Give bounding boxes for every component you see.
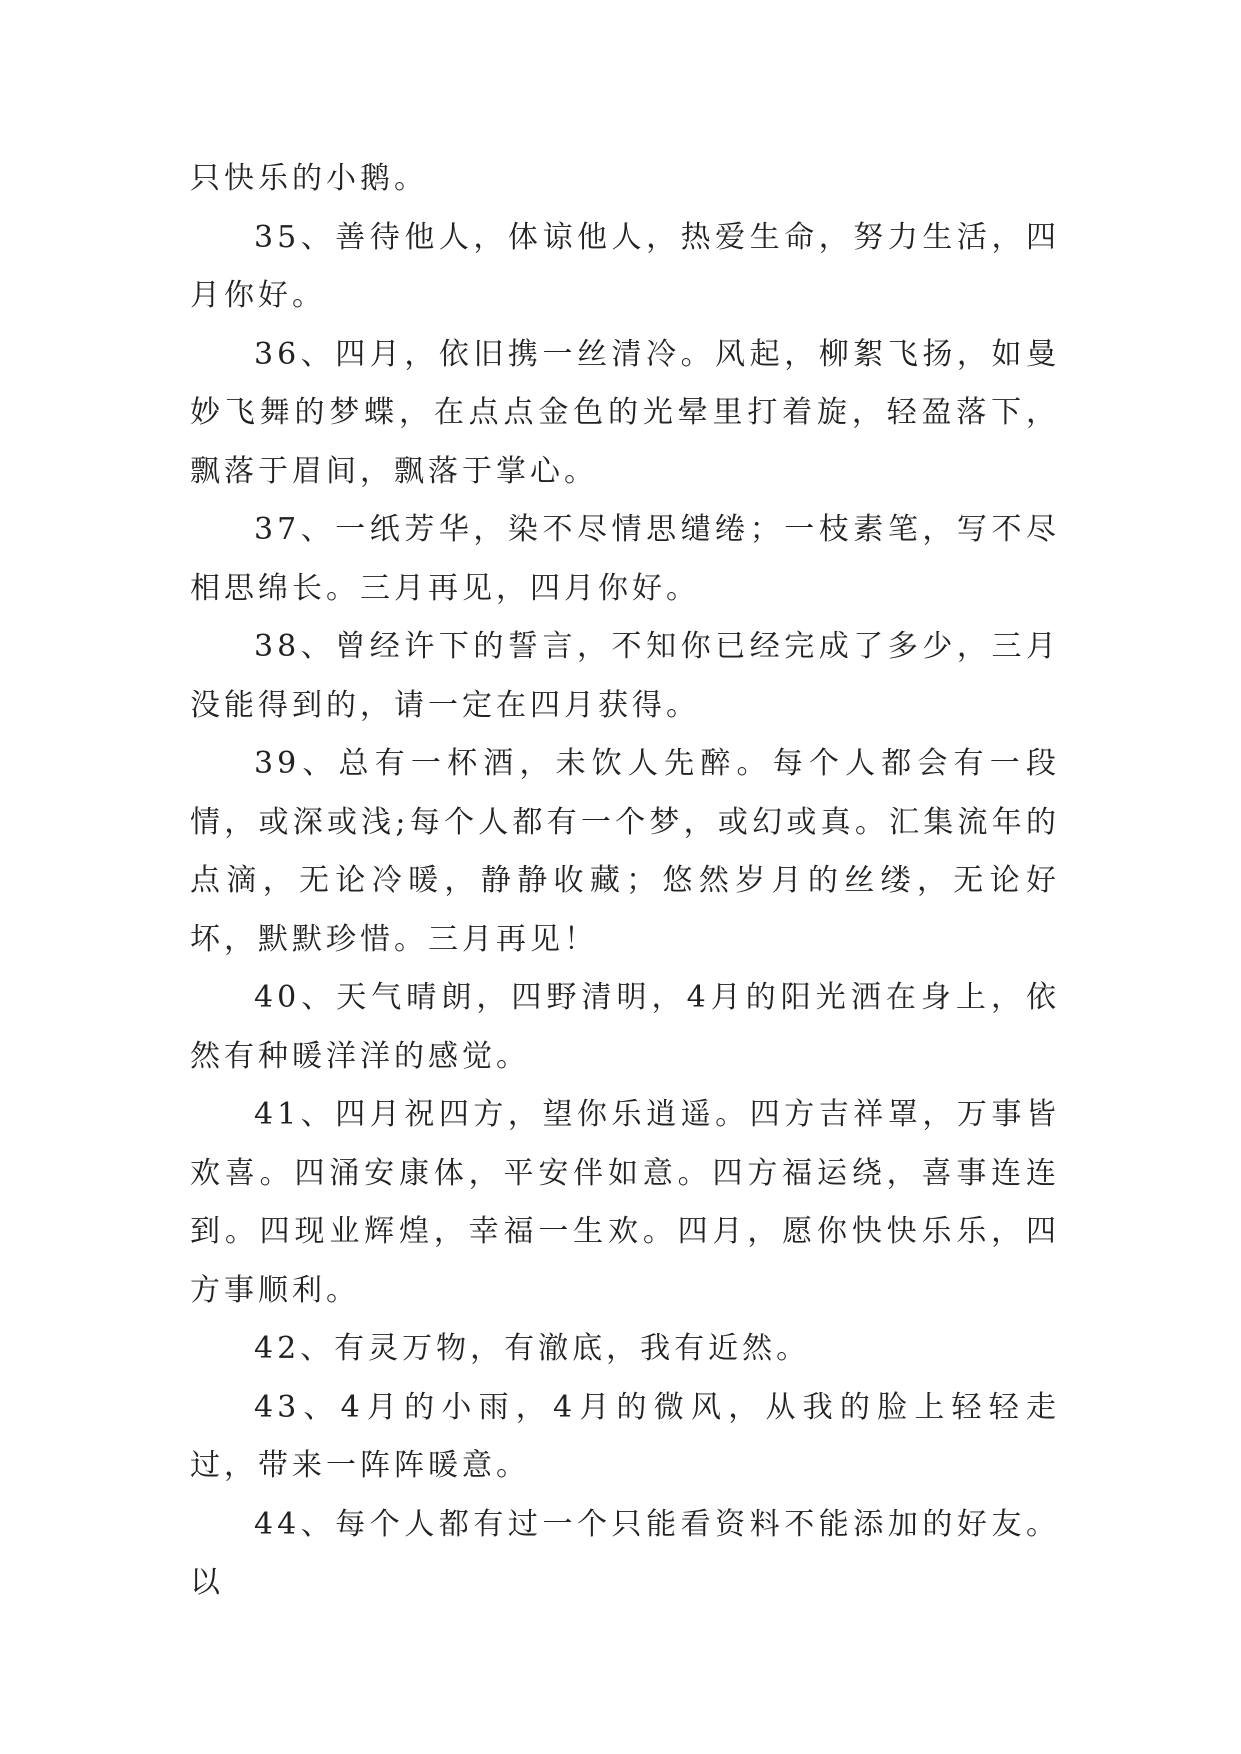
paragraph-36: 36、四月，依旧携一丝清冷。风起，柳絮飞扬，如曼妙飞舞的梦蝶，在点点金色的光晕里打着旋，轻盈落下，飘落于眉间，飘落于掌心。 <box>190 336 1060 489</box>
paragraph-44: 44、每个人都有过一个只能看资料不能添加的好友。以 <box>190 1506 1060 1600</box>
paragraph-continuation: 只快乐的小鹅。 <box>190 161 428 196</box>
paragraph-39: 39、总有一杯酒，未饮人先醉。每个人都会有一段情，或深或浅;每个人都有一个梦，或幻或真。汇集流年的点滴，无论冷暖，静静收藏；悠然岁月的丝缕，无论好坏，默默珍惜。三月再见！ <box>190 746 1060 957</box>
paragraph-43: 43、4月的小雨，4月的微风，从我的脸上轻轻走过，带来一阵阵暖意。 <box>190 1389 1060 1483</box>
paragraph-37: 37、一纸芳华，染不尽情思缱绻；一枝素笔，写不尽相思绵长。三月再见，四月你好。 <box>190 512 1060 606</box>
document-body <box>190 150 1060 1613</box>
paragraph-42: 42、有灵万物，有澈底，我有近然。 <box>254 1331 811 1366</box>
paragraph-35: 35、善待他人，体谅他人，热爱生命，努力生活，四月你好。 <box>190 219 1060 313</box>
paragraph-41: 41、四月祝四方，望你乐逍遥。四方吉祥罩，万事皆欢喜。四涌安康体，平安伴如意。四方福运绕，喜事连连到。四现业辉煌，幸福一生欢。四月，愿你快快乐乐，四方事顺利。 <box>190 1097 1060 1308</box>
paragraph-38: 38、曾经许下的誓言，不知你已经完成了多少，三月没能得到的，请一定在四月获得。 <box>190 629 1060 723</box>
paragraph-40: 40、天气晴朗，四野清明，4月的阳光洒在身上，依然有种暖洋洋的感觉。 <box>190 980 1060 1074</box>
